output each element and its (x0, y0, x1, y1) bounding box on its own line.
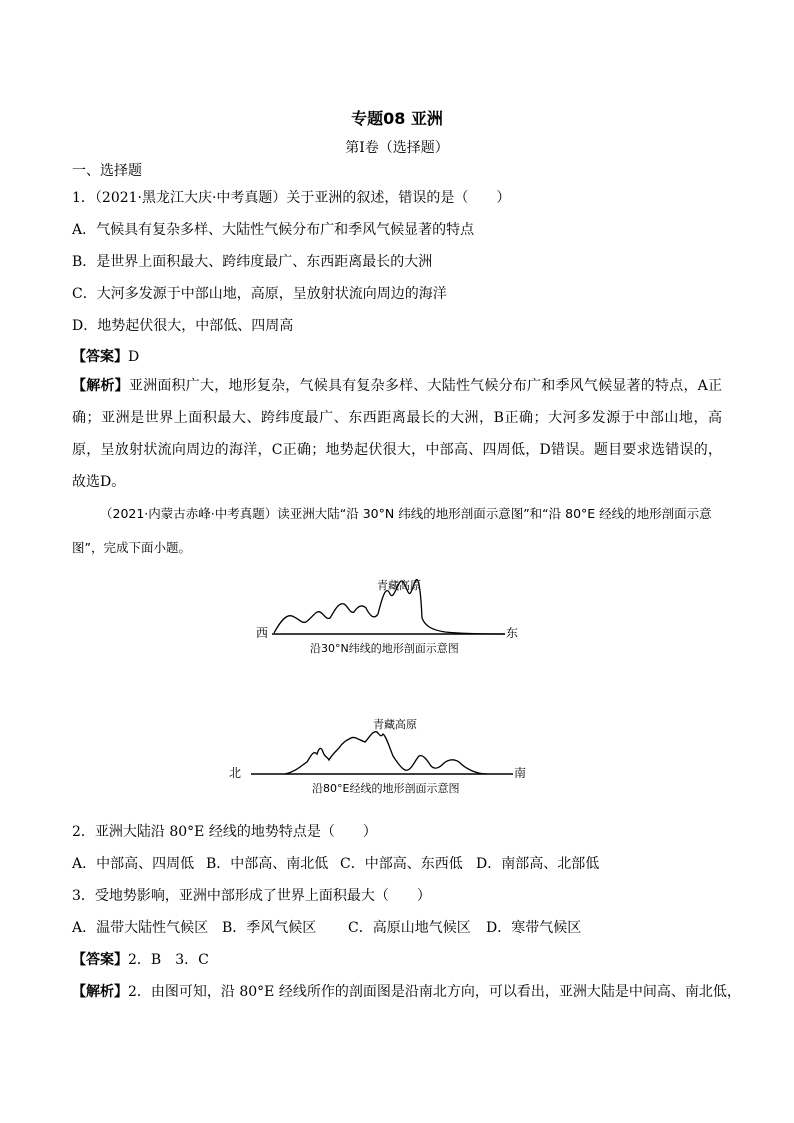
question-3-option-d: D．寒带气候区 (486, 920, 582, 936)
question-3-options (72, 917, 581, 937)
question-3-option-b: B．季风气候区 (222, 920, 317, 936)
question-2-option-a: A．中部高、四周低 (72, 856, 195, 872)
question-1-analysis (72, 370, 722, 498)
section-subtitle: 第Ⅰ卷（选择题） (345, 140, 449, 156)
page-title: 专题08 亚洲 (351, 109, 443, 128)
section-heading: 一、选择题 (72, 163, 142, 179)
analysis-text: 亚洲面积广大，地形复杂，气候具有复杂多样、大陆性气候分布广和季风气候显著的特点，A正确；亚洲是世界上面积最大、跨纬度最广、东西距离最长的大洲，B正确；大河多发源于中部山地，高原，呈放射状流向周边的海洋，C正确；地势起伏很大，中部高、四周低，D错误。题目要求选错误的，故选D。 (72, 378, 723, 490)
figure-1-east-label: 东 (506, 626, 519, 640)
question-3-option-c: C．高原山地气候区 (348, 920, 471, 936)
analysis-label: 【解析】 (72, 984, 128, 1000)
figure-2-terrain-profile (285, 732, 487, 774)
analysis-label: 【解析】 (72, 378, 129, 394)
answer-label: 【答案】 (72, 349, 128, 365)
question-1-option-d: D．地势起伏很大，中部低、四周高 (72, 318, 294, 334)
question-3-option-a: A．温带大陆性气候区 (72, 920, 209, 936)
analysis-text: 2．由图可知，沿 80°E 经线所作的剖面图是沿南北方向，可以看出，亚洲大陆是中间高、南北低， (128, 984, 741, 1000)
figure-80e-profile (225, 712, 535, 800)
question-2-option-d: D．南部高、北部低 (476, 856, 600, 872)
analysis-2-3 (72, 981, 741, 1001)
group-intro: （2021·内蒙古赤峰·中考真题）读亚洲大陆“沿 30°N 纬线的地形剖面示意图”和“沿 80°E 经线的地形剖面示意图”，完成下面小题。 (72, 506, 712, 555)
figure-2-south-label: 南 (514, 766, 527, 780)
question-2-options (72, 853, 599, 873)
answer-label: 【答案】 (72, 952, 128, 968)
question-2-stem: 2．亚洲大陆沿 80°E 经线的地势特点是（ ） (72, 824, 377, 840)
figure-30n-profile (250, 572, 540, 660)
question-1-option-c: C．大河多发源于中部山地，高原，呈放射状流向周边的海洋 (72, 286, 447, 302)
figure-1-caption: 沿30°N纬线的地形剖面示意图 (310, 642, 459, 655)
answers-2-3 (72, 949, 209, 969)
question-2-option-b: B．中部高、南北低 (206, 856, 329, 872)
answer-value: 2．B 3．C (128, 952, 209, 968)
figure-2-caption: 沿80°E经线的地形剖面示意图 (312, 782, 460, 795)
figure-1-west-label: 西 (256, 626, 269, 640)
question-2-option-c: C．中部高、东西低 (340, 856, 463, 872)
figure-1-peak-label: 青藏高原 (377, 579, 421, 592)
answer-value: D (128, 349, 140, 365)
question-3-stem: 3．受地势影响，亚洲中部形成了世界上面积最大（ ） (72, 888, 431, 904)
question-1-option-a: A．气候具有复杂多样、大陆性气候分布广和季风气候显著的特点 (72, 222, 475, 238)
question-1-stem: 1．（2021·黑龙江大庆·中考真题）关于亚洲的叙述，错误的是（ ） (72, 190, 511, 206)
figure-2-north-label: 北 (229, 766, 242, 780)
figure-2-peak-label: 青藏高原 (373, 718, 417, 731)
question-1-answer (72, 346, 139, 366)
question-1-option-b: B．是世界上面积最大、跨纬度最广、东西距离最长的大洲 (72, 254, 433, 270)
